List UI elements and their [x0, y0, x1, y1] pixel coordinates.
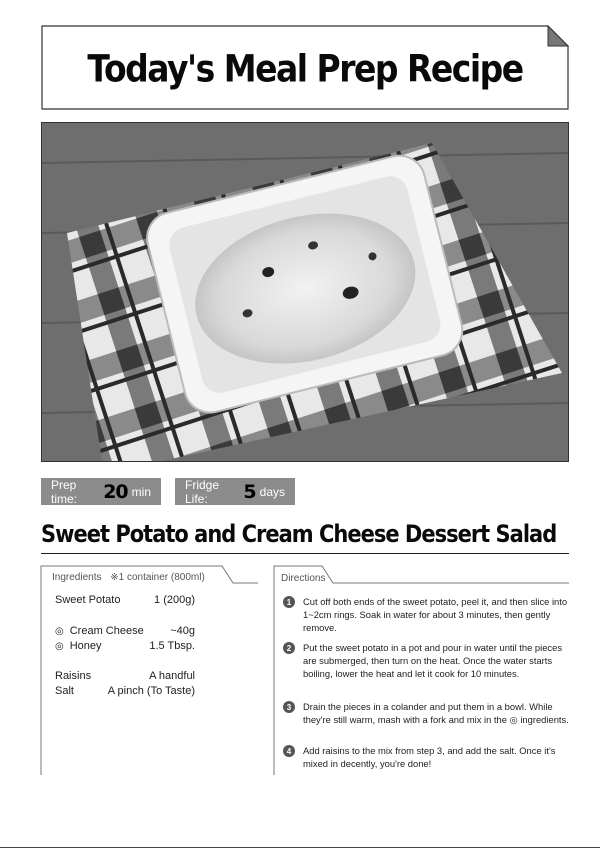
- prep-time-label: Prep time:: [51, 477, 78, 506]
- ingredient-name: Raisins: [55, 670, 92, 682]
- step-text: Put the sweet potato in a pot and pour in water until the pieces are submerged, then turn on the heat. Once the water starts boiling, lower the heat and let it cook for 10 minutes.: [303, 642, 563, 679]
- ingredient-row: [55, 625, 195, 637]
- direction-step: [283, 641, 573, 680]
- ingredient-row: [55, 640, 195, 652]
- step-text: Drain the pieces in a colander and put them in a bowl. While they're still warm, mash with a fork and mix in the ◎ ingredients.: [303, 701, 569, 725]
- ingredient-row: [55, 594, 195, 606]
- ingredient-row: [55, 670, 195, 682]
- ingredient-name: Sweet Potato: [55, 594, 121, 606]
- ingredients-heading-label: Ingredients: [52, 572, 102, 583]
- ingredient-row: [55, 685, 195, 697]
- step-number-icon: 3: [283, 701, 295, 713]
- ingredient-amount: 1 (200g): [154, 594, 195, 606]
- ingredient-amount: 1.5 Tbsp.: [149, 640, 195, 652]
- fridge-life-value: 5: [243, 480, 256, 503]
- step-text: Add raisins to the mix from step 3, and add the salt. Once it's mixed in decently, you're done!: [303, 745, 556, 769]
- bottom-divider: [0, 847, 600, 848]
- ingredient-name: Cream Cheese: [69, 625, 144, 637]
- ingredient-name: Salt: [55, 685, 74, 697]
- ingredient-mark: ◎: [55, 626, 64, 637]
- step-number-icon: 2: [283, 642, 295, 654]
- prep-time-unit: min: [131, 484, 151, 499]
- step-number-icon: 1: [283, 596, 295, 608]
- direction-step: [283, 595, 573, 634]
- ingredient-name: Honey: [69, 640, 102, 652]
- ingredient-mark: ◎: [55, 641, 64, 652]
- directions-heading: Directions: [281, 573, 326, 584]
- direction-step: [283, 744, 573, 770]
- prep-time-value: 20: [103, 480, 128, 503]
- fridge-life-unit: days: [259, 484, 285, 499]
- ingredient-amount: A handful: [149, 670, 195, 682]
- page-title: Today's Meal Prep Recipe: [87, 46, 523, 90]
- direction-step: [283, 700, 573, 726]
- ingredients-serving: ※1 container (800ml): [110, 572, 205, 583]
- fridge-life-label: Fridge Life:: [185, 477, 220, 506]
- ingredient-amount: A pinch (To Taste): [107, 685, 195, 697]
- ingredient-amount: ~40g: [170, 625, 195, 637]
- recipe-title: Sweet Potato and Cream Cheese Dessert Salad: [41, 520, 557, 548]
- step-text: Cut off both ends of the sweet potato, peel it, and then slice into 1~2cm rings. Soak in water for about 3 minutes, then gently remove.: [303, 596, 568, 633]
- ingredients-heading: [52, 572, 205, 583]
- step-number-icon: 4: [283, 745, 295, 757]
